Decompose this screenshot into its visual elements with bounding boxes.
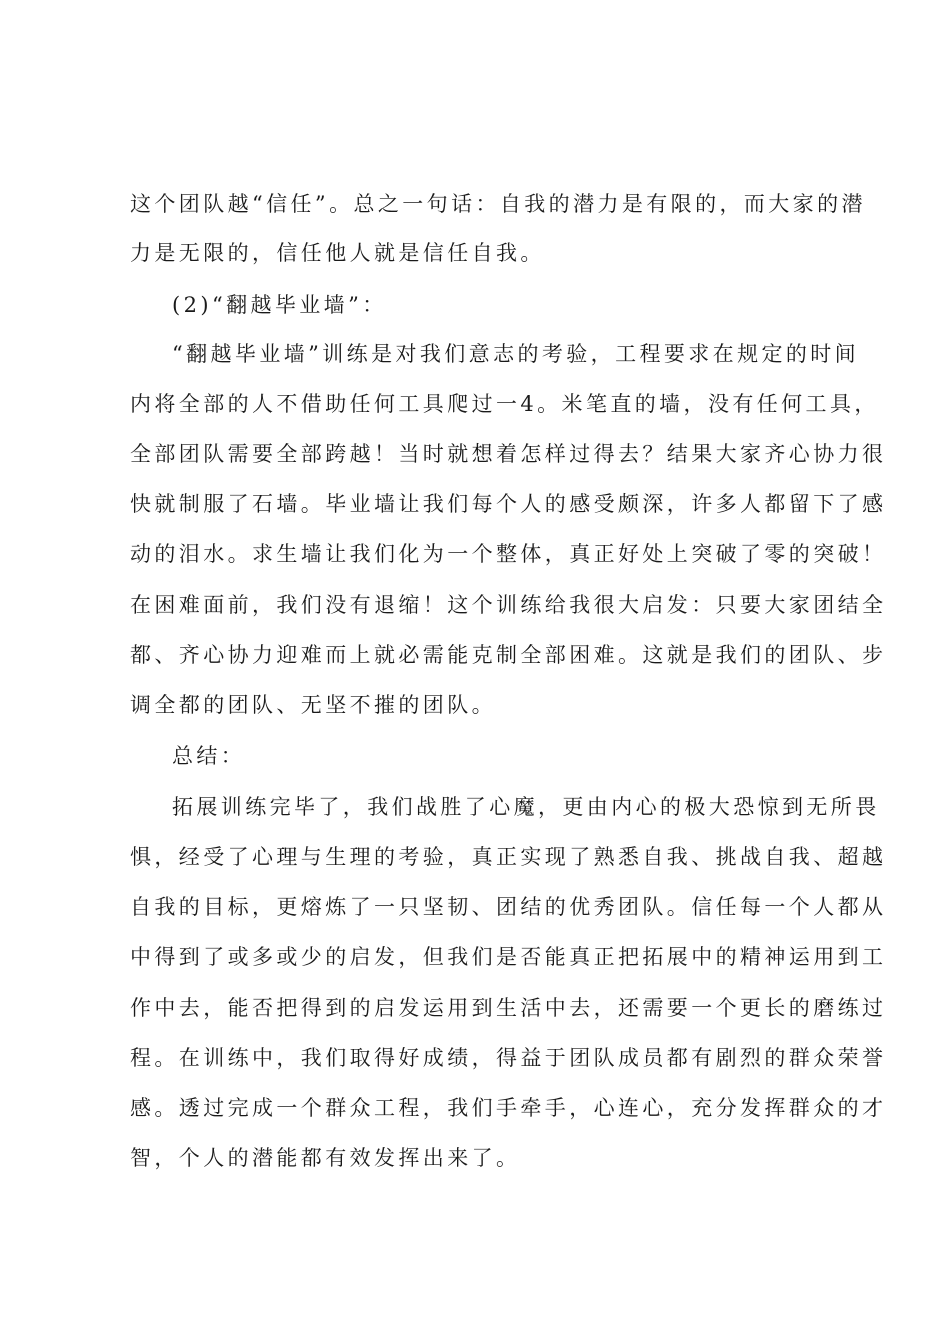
paragraph-line: 感。透过完成一个群众工程，我们手牵手，心连心，充分发挥群众的才 xyxy=(130,1096,887,1120)
paragraph-line: 中得到了或多或少的启发，但我们是否能真正把拓展中的精神运用到工 xyxy=(130,945,887,969)
paragraph-line: 自我的目标，更熔炼了一只坚韧、团结的优秀团队。信任每一个人都从 xyxy=(130,895,887,919)
paragraph-line: 作中去，能否把得到的启发运用到生活中去，还需要一个更长的磨练过 xyxy=(130,996,887,1020)
paragraph-line: 拓展训练完毕了，我们战胜了心魔，更由内心的极大恐惊到无所畏 xyxy=(172,795,880,819)
paragraph-line: 快就制服了石墙。毕业墙让我们每个人的感受颇深，许多人都留下了感 xyxy=(130,492,887,516)
paragraph-line: 调全都的团队、无坚不摧的团队。 xyxy=(130,693,496,717)
paragraph-line: 都、齐心协力迎难而上就必需能克制全部困难。这就是我们的团队、步 xyxy=(130,643,887,667)
paragraph-line: 在困难面前，我们没有退缩！这个训练给我很大启发：只要大家团结全 xyxy=(130,593,887,617)
paragraph-line: 力是无限的，信任他人就是信任自我。 xyxy=(130,241,545,265)
section-heading: 总结： xyxy=(172,744,246,768)
section-heading: (2)“翻越毕业墙”： xyxy=(172,293,387,317)
paragraph-line: 智，个人的潜能都有效发挥出来了。 xyxy=(130,1146,521,1170)
paragraph-line: 全部团队需要全部跨越！当时就想着怎样过得去？结果大家齐心协力很 xyxy=(130,442,887,466)
paragraph-line: 程。在训练中，我们取得好成绩，得益于团队成员都有剧烈的群众荣誉 xyxy=(130,1046,887,1070)
paragraph-line: 动的泪水。求生墙让我们化为一个整体，真正好处上突破了零的突破！ xyxy=(130,542,887,566)
paragraph-line: 惧，经受了心理与生理的考验，真正实现了熟悉自我、挑战自我、超越 xyxy=(130,845,887,869)
paragraph-line: 内将全部的人不借助任何工具爬过一4。米笔直的墙，没有任何工具， xyxy=(130,392,879,416)
paragraph-line: 这个团队越“信任”。总之一句话：自我的潜力是有限的，而大家的潜 xyxy=(130,192,866,216)
paragraph-line: “翻越毕业墙”训练是对我们意志的考验，工程要求在规定的时间 xyxy=(172,342,860,366)
